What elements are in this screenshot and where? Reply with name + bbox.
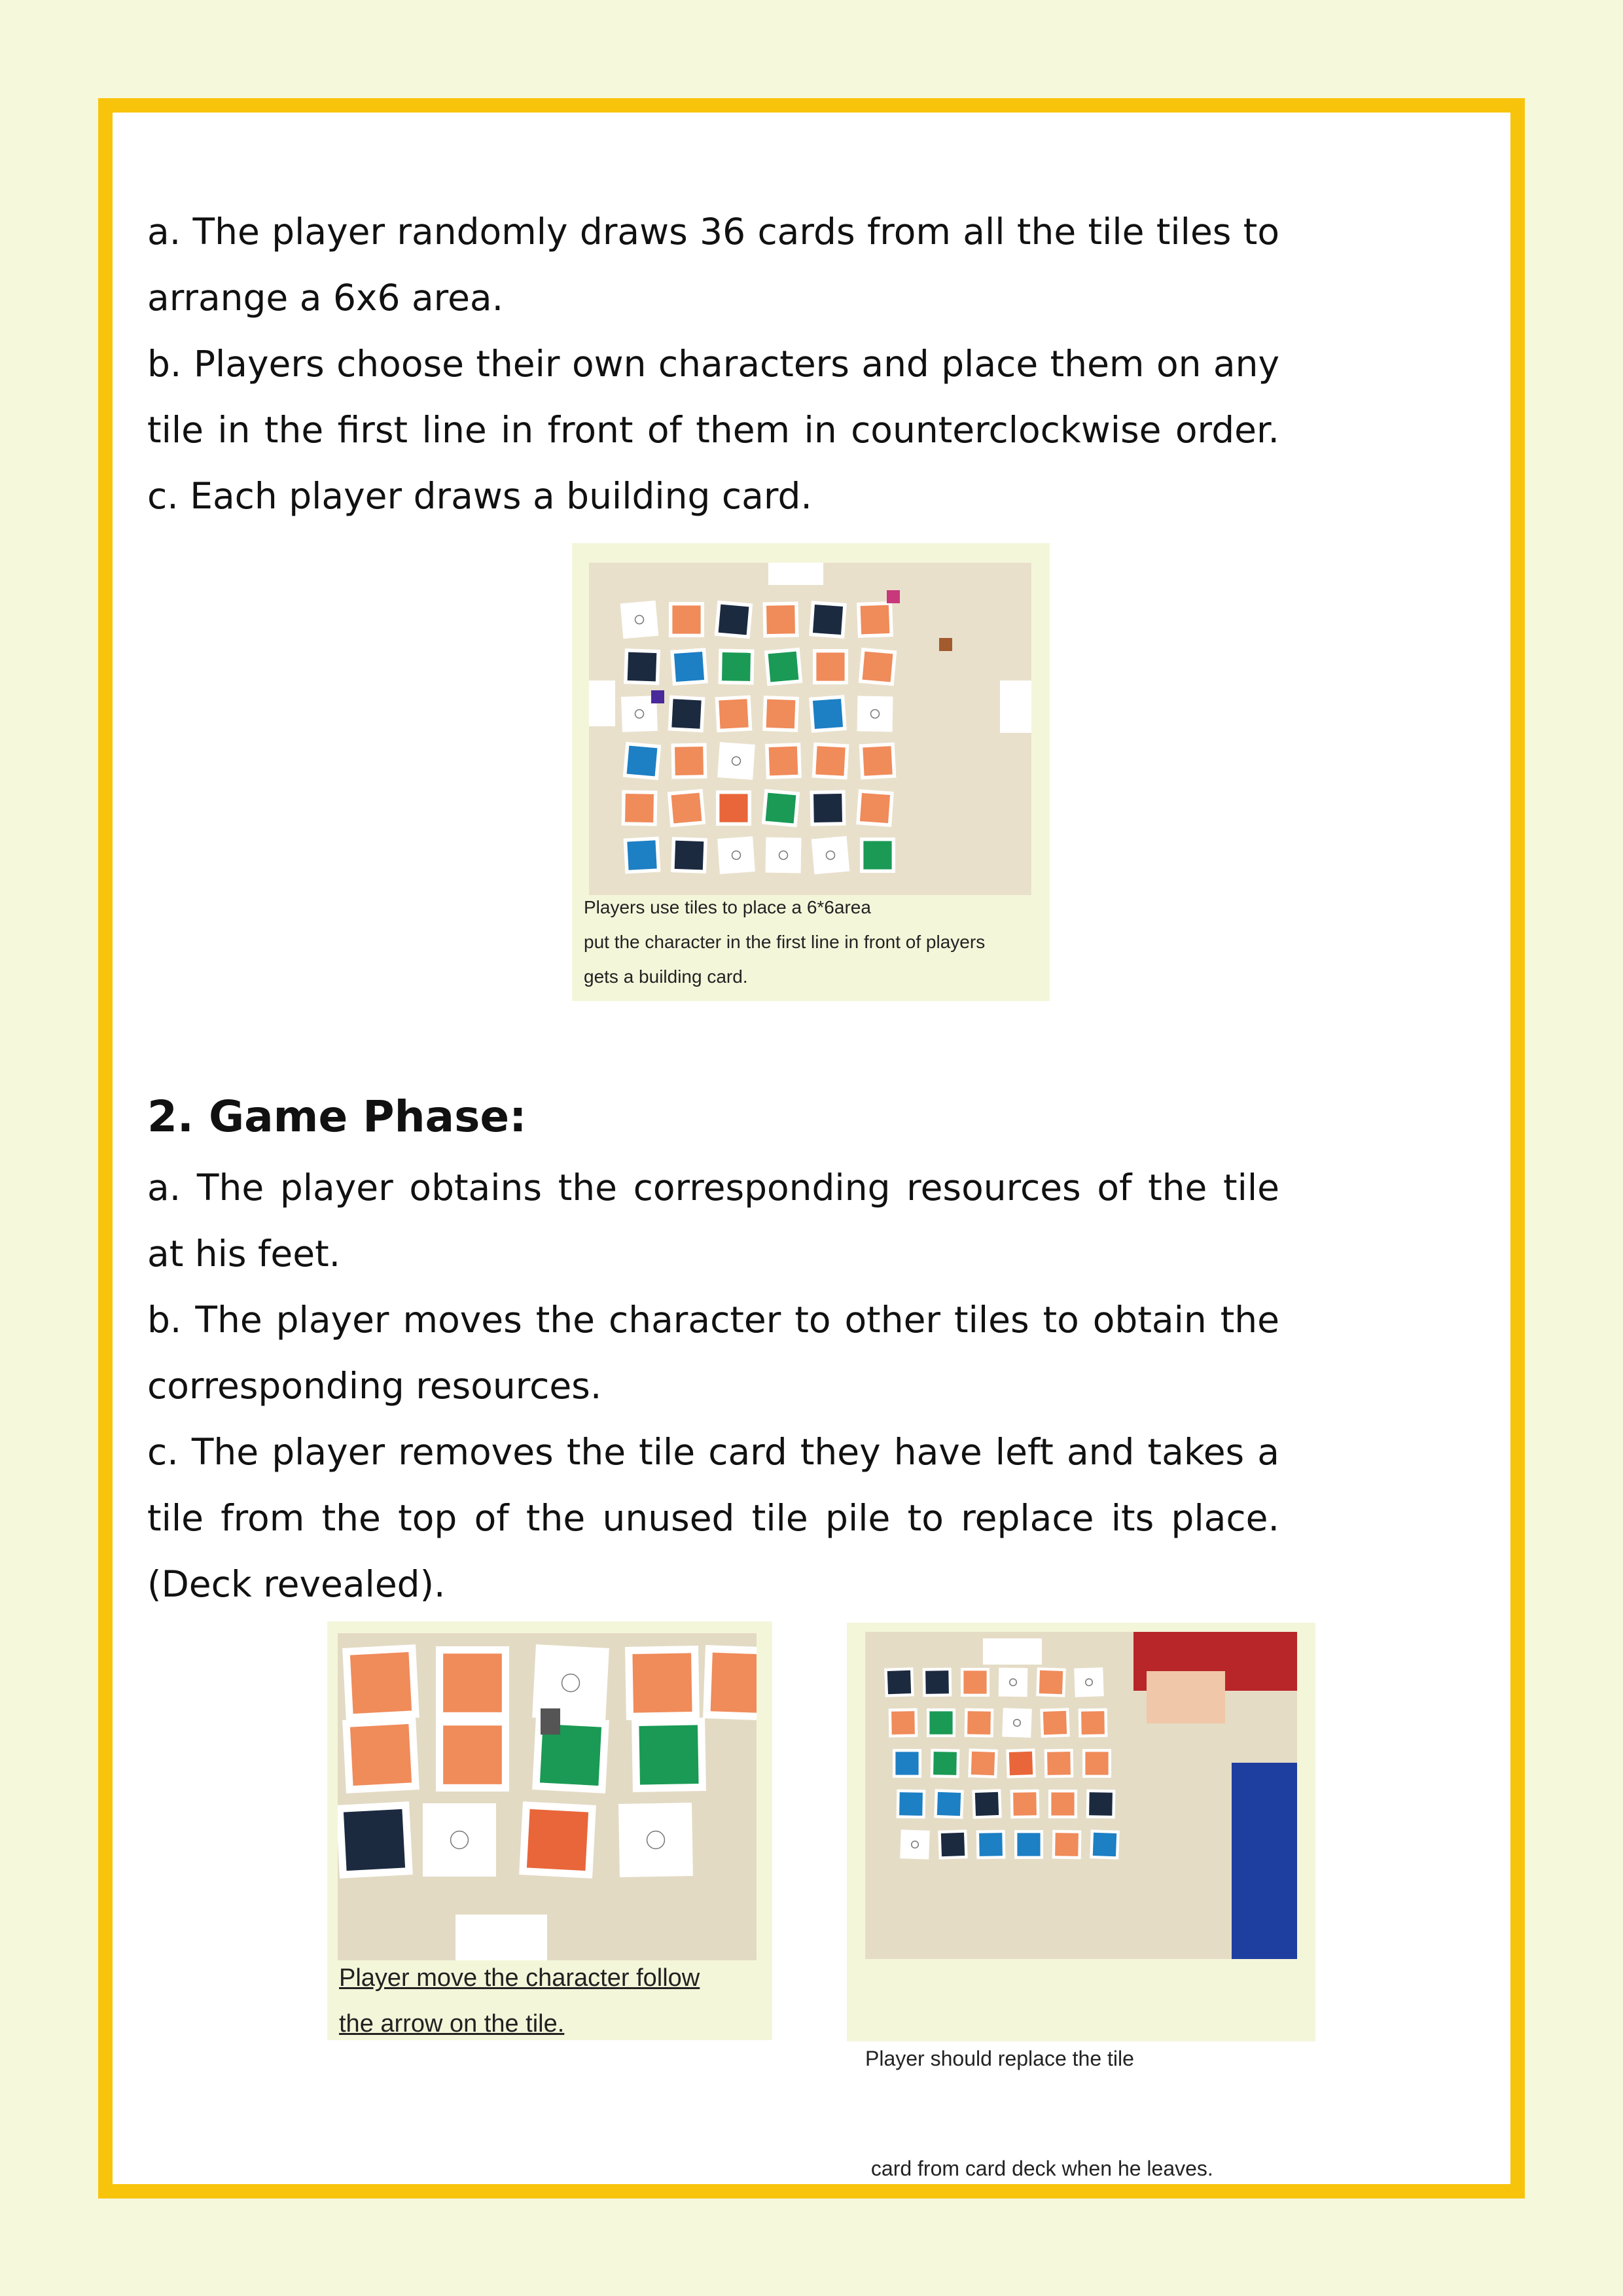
tile-color: [674, 652, 704, 682]
caption-line: Player should replace the tile: [865, 2047, 1134, 2070]
tile-card: [999, 1668, 1028, 1697]
character-pawn: [651, 690, 664, 703]
section-heading: 2. Game Phase:: [147, 1091, 527, 1142]
figure-move-character-caption: [339, 1955, 700, 2047]
tile-color: [979, 1833, 1003, 1856]
tile-color: [719, 699, 748, 728]
tile-color: [627, 746, 658, 777]
hand: [1147, 1671, 1225, 1723]
tile-color: [1081, 1711, 1105, 1735]
tile-card: [857, 696, 893, 732]
game-phase-para-a: a. The player obtains the corresponding resources of the tile at his feet.: [147, 1167, 1279, 1275]
tile-card: [423, 1803, 496, 1877]
caption-line: Players use tiles to place a 6*6area: [584, 897, 871, 917]
tile-color: [766, 605, 795, 634]
game-phase-para-b: b. The player moves the character to other tiles to obtain the corresponding resources.: [147, 1299, 1279, 1407]
tile-color: [975, 1792, 999, 1816]
tile-color: [937, 1792, 961, 1816]
tile-color: [895, 1752, 918, 1775]
figure-tile-layout-caption: [584, 890, 985, 994]
character-pawn: [939, 638, 952, 651]
tile-color: [632, 1653, 692, 1712]
tile-color: [887, 1670, 911, 1694]
tile-color: [891, 1711, 915, 1735]
figure-replace-tile-caption: [865, 1967, 1213, 2260]
tile-color: [527, 1809, 588, 1871]
sleeve: [1232, 1763, 1297, 1959]
tile-color: [675, 841, 704, 870]
setup-text: [147, 199, 1279, 529]
tile-color: [672, 605, 700, 633]
tile-color: [443, 1725, 502, 1784]
tile-color: [766, 793, 796, 824]
figure-tile-layout: [572, 543, 1050, 1001]
tile-color: [813, 794, 842, 822]
building-card: [455, 1915, 547, 1960]
tile-color: [625, 794, 654, 822]
tile-color: [627, 840, 656, 870]
tile-layout-photo: [589, 563, 1031, 895]
tile-card: [900, 1829, 930, 1860]
tile-color: [1013, 1792, 1037, 1816]
tile-card: [620, 601, 659, 639]
tile-color: [863, 652, 893, 682]
building-card: [768, 563, 823, 585]
tile-color: [971, 1752, 995, 1775]
tile-color: [1017, 1833, 1040, 1856]
tile-color: [1039, 1670, 1063, 1694]
tile-color: [967, 1711, 991, 1735]
tile-color: [860, 793, 890, 823]
tile-color: [813, 605, 843, 635]
setup-para-b: b. Players choose their own characters and place them on any tile in the first line in front of them in counterclockwise order. c. Each player draws a building card.: [147, 343, 1279, 517]
tile-card: [1002, 1708, 1032, 1738]
tile-color: [769, 747, 798, 776]
tile-color: [350, 1724, 412, 1786]
tile-color: [719, 605, 749, 635]
game-phase-text: [147, 1155, 1279, 1617]
tile-card: [766, 838, 802, 874]
tile-color: [443, 1653, 502, 1712]
tile-color: [816, 652, 844, 680]
setup-para-a: a. The player randomly draws 36 cards from all the tile tiles to arrange a 6x6 area.: [147, 211, 1279, 319]
tile-color: [925, 1670, 949, 1694]
tile-color: [813, 699, 843, 729]
tile-color: [1009, 1752, 1033, 1775]
tile-color: [719, 794, 747, 822]
tile-card: [1074, 1667, 1104, 1697]
tile-card: [618, 1803, 693, 1877]
tile-color: [929, 1711, 952, 1734]
tile-color: [628, 652, 657, 682]
tile-card: [717, 836, 755, 874]
caption-line: the arrow on the tile.: [339, 2010, 565, 2038]
tile-color: [344, 1809, 405, 1871]
tile-color: [863, 746, 892, 775]
caption-line: gets a building card.: [584, 966, 748, 987]
move-character-photo: [338, 1633, 757, 1960]
tile-color: [1055, 1833, 1079, 1856]
tile-color: [899, 1792, 923, 1816]
tile-color: [1085, 1752, 1108, 1775]
tile-color: [815, 746, 845, 775]
tile-color: [1047, 1752, 1071, 1775]
tile-color: [963, 1670, 986, 1693]
caption-line: card from card deck when he leaves.: [865, 2157, 1213, 2180]
tile-color: [941, 1833, 965, 1856]
building-card: [1000, 680, 1031, 733]
character-pawn: [541, 1708, 560, 1735]
figure-move-character: [327, 1621, 772, 2040]
tile-color: [1043, 1711, 1067, 1735]
figure-replace-tile: [847, 1623, 1315, 2180]
tile-card: [717, 742, 755, 780]
tile-color: [671, 699, 701, 728]
tile-color: [1051, 1792, 1074, 1815]
tile-color: [1089, 1792, 1113, 1816]
game-phase-para-c: c. The player removes the tile card they have left and takes a tile from the top of the unused tile pile to replace its place. (Deck revealed).: [147, 1431, 1279, 1605]
tile-color: [1093, 1833, 1116, 1856]
building-card: [983, 1638, 1042, 1665]
tile-color: [768, 652, 799, 682]
tile-color: [861, 605, 890, 635]
tile-color: [933, 1752, 957, 1775]
caption-line: Player move the character follow: [339, 1964, 700, 1992]
replace-tile-photo: [865, 1632, 1297, 1959]
building-card: [589, 680, 615, 726]
tile-color: [863, 841, 891, 869]
tile-color: [671, 793, 702, 824]
tile-color: [722, 652, 751, 681]
caption-line: put the character in the first line in front of players: [584, 932, 986, 952]
tile-color: [675, 747, 704, 775]
tile-color: [639, 1725, 698, 1784]
tile-color: [350, 1652, 412, 1714]
tile-card: [812, 836, 850, 875]
tile-color: [766, 699, 796, 729]
character-pawn: [887, 590, 900, 603]
tile-color: [711, 1653, 757, 1714]
